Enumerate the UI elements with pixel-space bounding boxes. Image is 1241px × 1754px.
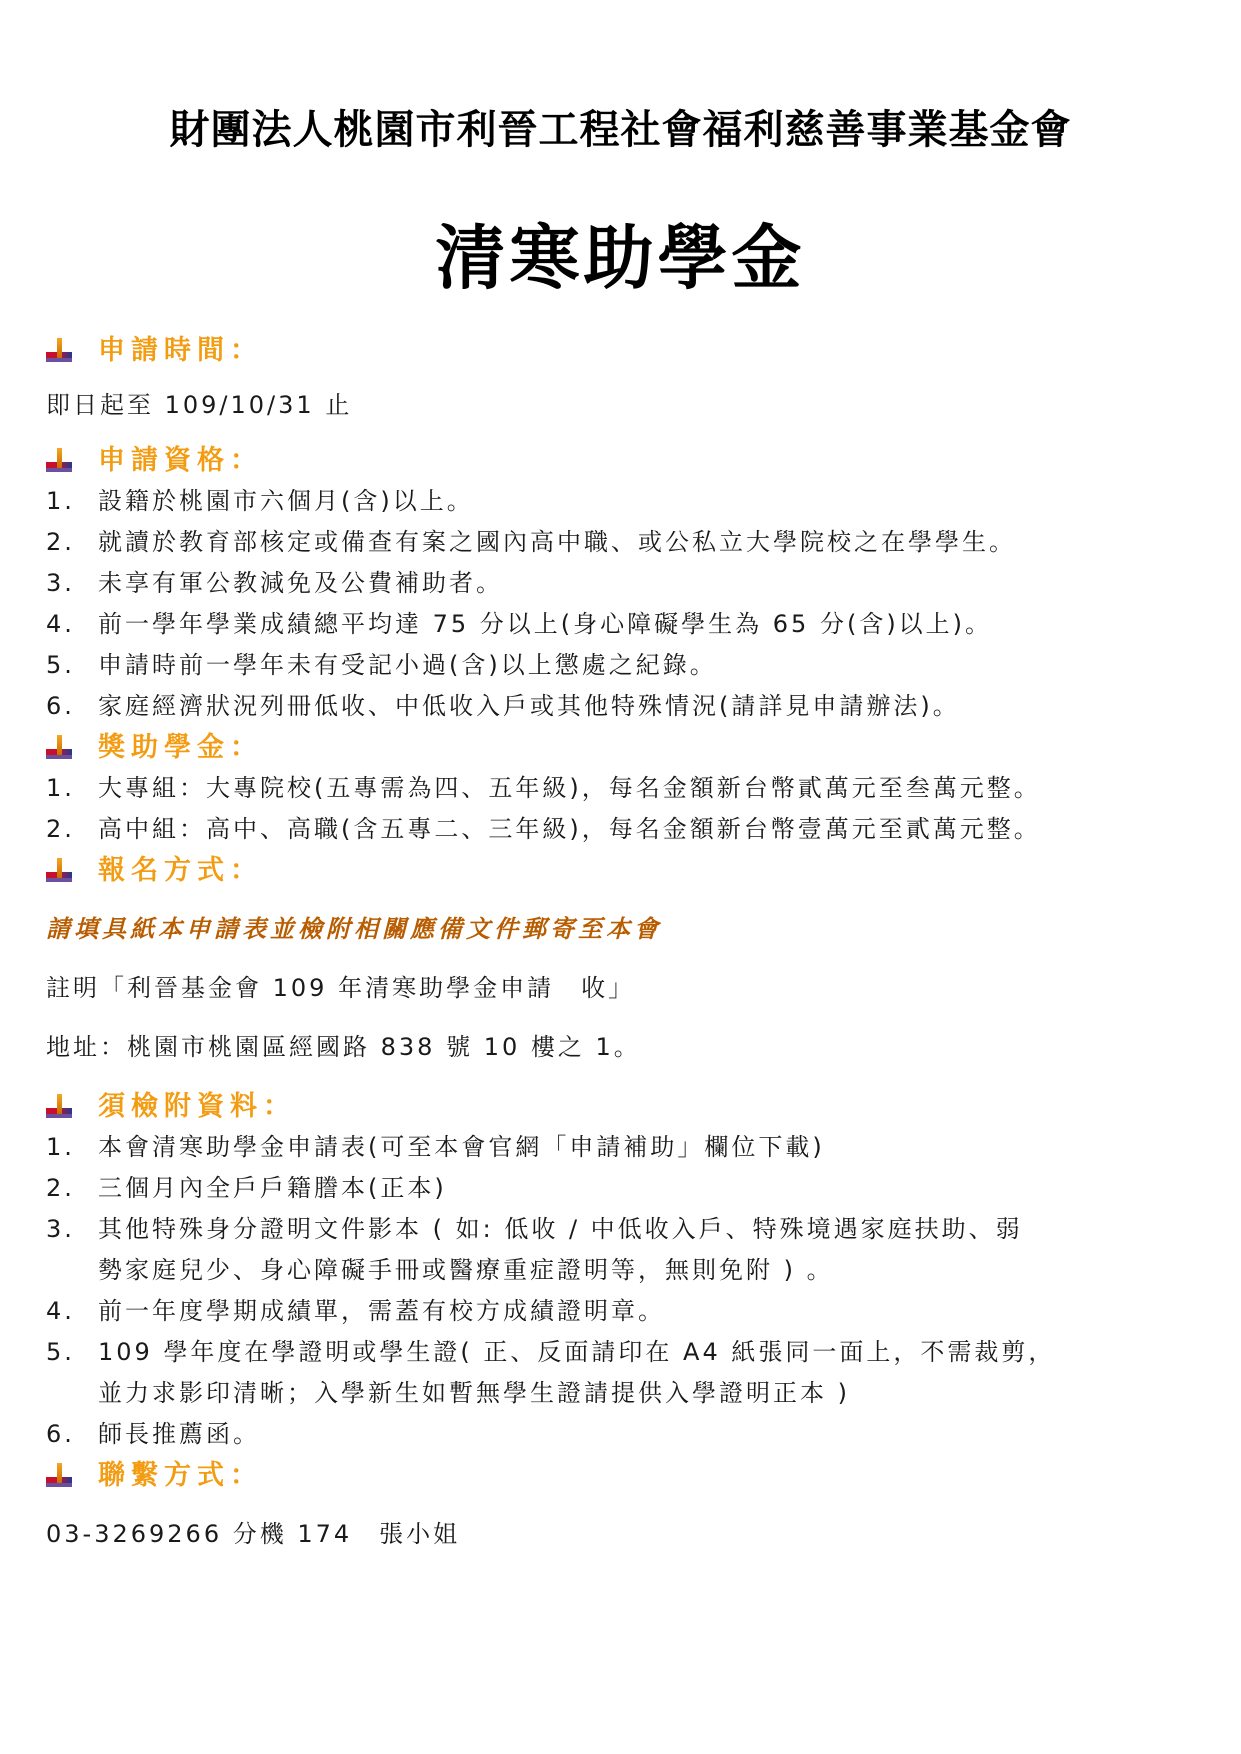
cross-bullet-icon: [46, 735, 72, 761]
section-heading-scholarship: 獎助學金：: [46, 727, 1206, 768]
list-item: 2. 三個月內全戶戶籍謄本(正本): [46, 1174, 447, 1202]
section-heading-eligibility: 申請資格：: [46, 440, 1206, 481]
list-item: 2. 高中組：高中、高職(含五專二、三年級)，每名金額新台幣壹萬元至貳萬元整。: [46, 815, 1041, 843]
list-item: 5. 109 學年度在學證明或學生證( 正、反面請印在 A4 紙張同一面上，不需裁剪， 並力求影印清晰；入學新生如暫無學生證請提供入學證明正本 ): [46, 1338, 1056, 1407]
section-heading-time: 申請時間：: [46, 330, 1206, 371]
scholarship-list: [46, 768, 1206, 850]
cross-bullet-icon: [46, 1094, 72, 1120]
mailing-address: 地址：桃園市桃園區經國路 838 號 10 樓之 1。: [46, 1033, 641, 1061]
section-heading-contact: 聯繫方式：: [46, 1455, 1206, 1496]
list-item: 2. 就讀於教育部核定或備查有案之國內高中職、或公私立大學院校之在學學生。: [46, 528, 1016, 556]
list-item: 3. 其他特殊身分證明文件影本 ( 如: 低收 / 中低收入戶、特殊境遇家庭扶助、弱 勢家庭兒少、身心障礙手冊或醫療重症證明等，無則免附 ) 。: [46, 1215, 1023, 1284]
list-item: 4. 前一學年學業成績總平均達 75 分以上(身心障礙學生為 65 分(含)以上)。: [46, 610, 993, 638]
cross-bullet-icon: [46, 338, 72, 364]
section-heading-method: 報名方式：: [46, 850, 1206, 891]
content-body: [46, 330, 1206, 1555]
documents-list: [46, 1127, 1206, 1455]
list-item: 1. 大專組：大專院校(五專需為四、五年級)，每名金額新台幣貳萬元至叁萬元整。: [46, 774, 1041, 802]
method-note: 註明「利晉基金會 109 年清寒助學金申請 收」: [46, 974, 636, 1002]
cross-bullet-icon: [46, 858, 72, 884]
page-title: 清寒助學金: [435, 217, 806, 299]
list-item: 4. 前一年度學期成績單，需蓋有校方成績證明章。: [46, 1297, 665, 1325]
list-item: 3. 未享有軍公教減免及公費補助者。: [46, 569, 503, 597]
list-item: 1. 本會清寒助學金申請表(可至本會官網「申請補助」欄位下載): [46, 1133, 825, 1161]
list-item: 5. 申請時前一學年未有受記小過(含)以上懲處之紀錄。: [46, 651, 717, 679]
cross-bullet-icon: [46, 448, 72, 474]
list-item: 6. 師長推薦函。: [46, 1420, 260, 1448]
section-heading-documents: 須檢附資料：: [46, 1086, 1206, 1127]
list-item: 6. 家庭經濟狀況列冊低收、中低收入戶或其他特殊情況(請詳見申請辦法)。: [46, 692, 960, 720]
list-item: 1. 設籍於桃園市六個月(含)以上。: [46, 487, 474, 515]
contact-phone: 03-3269266 分機 174 張小姐: [46, 1520, 461, 1548]
method-emphasis: 請填具紙本申請表並檢附相關應備文件郵寄至本會: [46, 915, 662, 943]
cross-bullet-icon: [46, 1463, 72, 1489]
eligibility-list: [46, 481, 1206, 727]
organization-name: 財團法人桃園市利晉工程社會福利慈善事業基金會: [169, 107, 1072, 153]
application-period: 即日起至 109/10/31 止: [46, 391, 353, 419]
